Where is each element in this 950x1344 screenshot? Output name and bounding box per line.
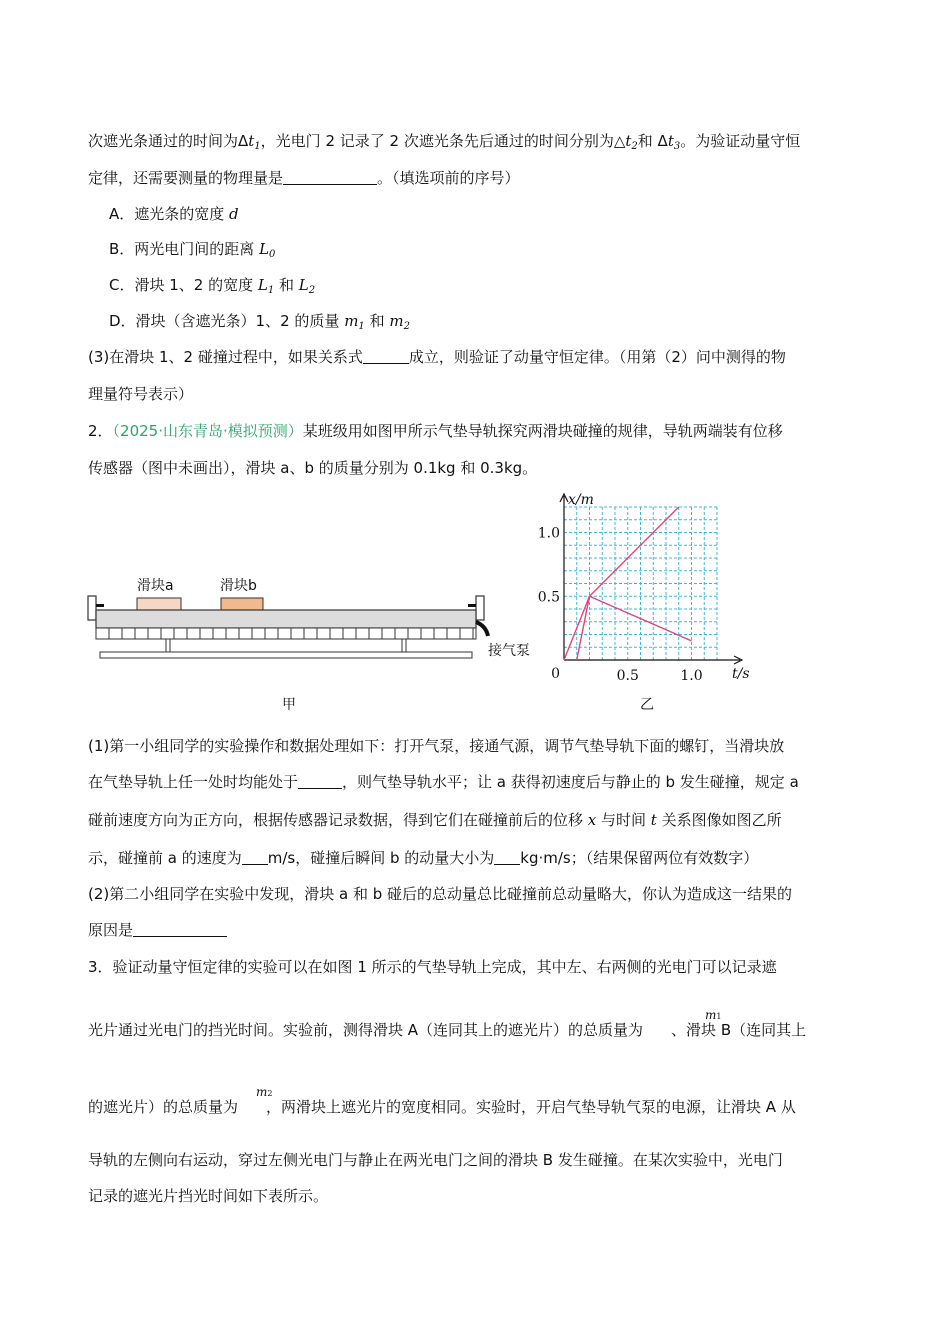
q2-part1-b: 在气垫导轨上任一处时均能处于 ，则气垫导轨水平；让 a 获得初速度后与静止的 b 发生碰撞，规定 a bbox=[88, 773, 799, 791]
y-tick-label: 0.5 bbox=[537, 589, 560, 606]
q3-line-1: 3．验证动量守恒定律的实验可以在如图 1 所示的气垫导轨上完成，其中左、右两侧的光电门可以记录遮 bbox=[88, 958, 777, 976]
mass-m1: m1 bbox=[705, 1008, 722, 1022]
series-line bbox=[577, 596, 590, 660]
q3-line-4: 导轨的左侧向右运动，穿过左侧光电门与静止在两光电门之间的滑块 B 发生碰撞。在某次实验中，光电门 bbox=[88, 1151, 783, 1169]
q2-part1-d: 示，碰撞前 a 的速度为 m/s，碰撞后瞬间 b 的动量大小为 kg·m/s；（结果保留两位有效数字） bbox=[88, 849, 759, 867]
answer-blank[interactable] bbox=[283, 170, 377, 185]
option-a: A．遮光条的宽度 d bbox=[109, 205, 239, 223]
q2-part2-b: 原因是 bbox=[88, 920, 227, 940]
y-tick-label: 1.0 bbox=[537, 525, 560, 542]
question-source: （2025·山东青岛·模拟预测） bbox=[112, 422, 303, 440]
q1-line-2: 定律，还需要测量的物理量是 。（填选项前的序号） bbox=[88, 169, 520, 187]
x-t-graph bbox=[530, 488, 760, 688]
q2-part1-c: 碰前速度方向为正方向，根据传感器记录数据，得到它们在碰撞前后的位移 x 与时间 t 关系图像如图乙所 bbox=[88, 811, 782, 829]
option-d: D．滑块（含遮光条）1、2 的质量 $m_1$ 和 $m_2$ bbox=[109, 312, 410, 332]
block-b-label: 滑块b bbox=[220, 578, 257, 594]
q2-stem-1: 2．（2025·山东青岛·模拟预测）某班级用如图甲所示气垫导轨探究两滑块碰撞的规律，导轨两端装有位移 bbox=[88, 422, 783, 440]
option-b: B．两光电门间的距离 $L_0$ bbox=[109, 240, 276, 260]
answer-blank[interactable] bbox=[494, 850, 520, 865]
answer-blank[interactable] bbox=[242, 850, 268, 865]
q1-line-1: 次遮光条通过的时间为$\Delta t_1$，光电门 2 记录了 2 次遮光条先后通过的时间分别为$\triangle t_2$和 $\Delta t_3$。为验证动量守恒 bbox=[88, 132, 801, 152]
q1-part3: (3)在滑块 1、2 碰撞过程中，如果关系式 成立，则验证了动量守恒定律。（用第（2）问中测得的物 bbox=[88, 348, 786, 366]
x-tick-label: 0.5 bbox=[616, 668, 639, 684]
q3-line-2: 光片通过光电门的挡光时间。实验前，测得滑块 A（连同其上的遮光片）的总质量为 、滑块 B（连同其上 bbox=[88, 1021, 807, 1039]
figure-caption-jia: 甲 bbox=[282, 697, 296, 713]
origin-label: 0 bbox=[551, 666, 560, 682]
q2-part2-a: (2)第二小组同学在实验中发现，滑块 a 和 b 碰后的总动量总比碰撞前总动量略大，你认为造成这一结果的 bbox=[88, 885, 793, 903]
series-line bbox=[564, 596, 590, 660]
mass-m2: m2 bbox=[256, 1085, 273, 1099]
q1-part3-cont: 理量符号表示） bbox=[88, 385, 194, 403]
block-a-label: 滑块a bbox=[137, 578, 174, 594]
x-tick-label: 1.0 bbox=[680, 668, 703, 684]
q3-line-5: 记录的遮光片挡光时间如下表所示。 bbox=[88, 1187, 329, 1205]
q3-line-3: 的遮光片）的总质量为 ，两滑块上遮光片的宽度相同。实验时，开启气垫导轨气泵的电源，让滑块 A 从 bbox=[88, 1098, 796, 1116]
answer-blank[interactable] bbox=[133, 922, 227, 937]
pump-label: 接气泵 bbox=[488, 643, 530, 659]
answer-blank[interactable] bbox=[363, 349, 409, 364]
option-c: C．滑块 1、2 的宽度 $L_1$ 和 $L_2$ bbox=[109, 276, 316, 296]
series-line bbox=[590, 507, 679, 596]
y-axis-label: x/m bbox=[568, 492, 594, 508]
q2-stem-2: 传感器（图中未画出），滑块 a、b 的质量分别为 0.1kg 和 0.3kg。 bbox=[88, 459, 538, 477]
answer-blank[interactable] bbox=[298, 774, 342, 789]
figure-caption-yi: 乙 bbox=[640, 697, 654, 713]
x-axis-label: t/s bbox=[732, 666, 750, 682]
q2-part1-a: (1)第一小组同学的实验操作和数据处理如下：打开气泵，接通气源，调节气垫导轨下面的螺钉，当滑块放 bbox=[88, 737, 785, 755]
